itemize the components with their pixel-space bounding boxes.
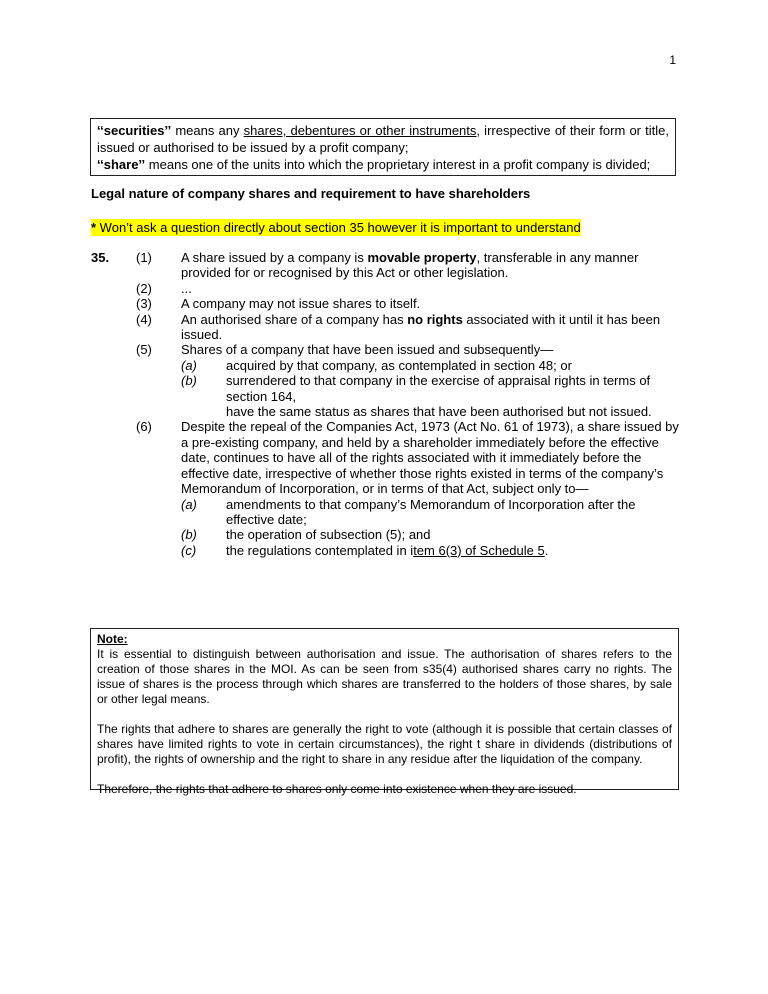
definition-text: means one of the units into which the proprietary interest in a profit company is divided; [145,157,651,172]
paragraph-c [181,543,681,558]
definition-term: ‘‘share’’ [97,157,146,172]
note-box [90,628,679,796]
paragraph-text: the regulations contemplated in i [226,542,414,558]
subsection-text: A company may not issue shares to itself. [181,296,421,312]
section-number: 35. [91,250,110,265]
section-35 [91,250,681,558]
note-star: * [91,220,97,235]
paragraph-gap [97,707,672,722]
subsection-text: associated with it until it has been issued. [181,311,661,343]
definition-text: means any [171,123,244,138]
subsection-number: (4) [136,311,152,327]
paragraph-gap [97,767,672,782]
subsection-text: Shares of a company that have been issued and subsequently— [181,342,554,358]
paragraph-number: (c) [181,542,197,558]
paragraph-text: acquired by that company, as contemplated in section 48; or [226,357,572,373]
note-paragraph: It is essential to distinguish between authorisation and issue. The authorisation of shares refers to the creation of those shares in the MOI. As can be seen from s35(4) authorised shares carry no rights. The issue of shares is the process through which shares are transferred to the holders of those shares, by sale or other legal means. [97,647,672,706]
paragraph-a [181,497,681,528]
paragraph-text: the operation of subsection (5); and [226,527,431,543]
paragraph-b [181,373,681,404]
subsection-6 [91,419,681,558]
paragraph-b [181,527,681,542]
bold-term: movable property [367,250,477,265]
note-title: Note: [97,632,128,646]
subsection-text: Despite the repeal of the Companies Act, 1973 (Act No. 61 of 1973), a share issued by a pre-existing company, and held by a shareholder immediately before the effective date, continues to have all of the rights associated with it immediately before the effective date, irrespective of whether those rights existed in terms of the company’s Memorandum of Incorporation, or in terms of that Act, subject only to— [181,419,679,497]
paragraph-text: . [544,542,549,558]
definitions-box [90,118,676,176]
definition-text: , irrespective of their form or title, issued or authorised to be issued by a profit company; [97,123,670,155]
definition-term: ‘‘securities’’ [97,123,172,138]
paragraph-tail: have the same status as shares that have been authorised but not issued. [226,404,652,420]
subsection-number: (3) [136,296,152,312]
subsection-4 [91,312,681,343]
subsection-number: (5) [136,342,152,358]
paragraph-number: (a) [181,496,197,512]
page-number: 1 [669,53,676,67]
paragraph-number: (a) [181,357,197,373]
definition-securities [97,122,669,156]
paragraph-text: surrendered to that company in the exercise of appraisal rights in terms of section 164, [226,373,651,404]
subsection-text: ... [181,280,192,296]
subsection-3 [91,296,681,311]
paragraph-number: (b) [181,527,197,543]
subsection-text: A share issued by a company is [181,250,368,265]
note-paragraph: The rights that adhere to shares are generally the right to vote (although it is possible that certain classes of shares have limited rights to vote in certain circumstances), the right t share in dividends (distributions of profit), the rights of ownership and the right to share in any residue after the liquidation of the company. [97,722,672,766]
bold-term: no rights [407,311,463,327]
subsection-2 [91,281,681,296]
subsection-number: (1) [136,250,152,265]
paragraph-a [181,358,681,373]
definition-underlined: shares, debentures or other instruments [243,123,477,138]
section-heading: Legal nature of company shares and requirement to have shareholders [91,186,531,201]
paragraph-number: (b) [181,373,197,389]
subsection-5 [91,342,681,419]
subsection-1 [91,250,681,281]
subsection-number: (2) [136,280,152,296]
note-text: Won’t ask a question directly about section 35 however it is important to understand [96,220,581,235]
highlighted-note [91,219,581,236]
definition-share [97,156,669,173]
subsection-text: , transferable in any manner provided for or recognised by this Act or other legislation. [181,250,639,281]
subsection-number: (6) [136,419,152,435]
paragraph-text: amendments to that company’s Memorandum of Incorporation after the effective date; [226,496,636,527]
note-paragraph: Therefore, the rights that adhere to shares only come into existence when they are issued. [97,782,577,796]
subsection-text: An authorised share of a company has [181,311,408,327]
schedule-reference: tem 6(3) of Schedule 5 [413,542,545,558]
